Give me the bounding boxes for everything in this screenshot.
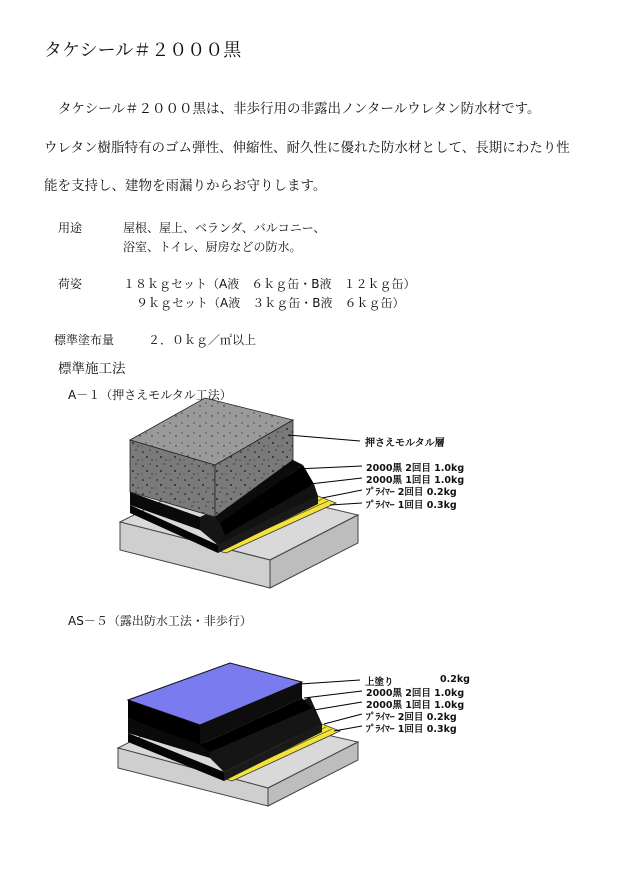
packaging-line-1: １８ｋｇセット（A液 ６ｋｇ缶・B液 １２ｋｇ缶） xyxy=(123,277,416,291)
packaging-line-2: ９ｋｇセット（A液 ３ｋｇ缶・B液 ６ｋｇ缶） xyxy=(136,296,405,310)
intro-line-1: タケシール＃２０００黒は、非歩行用の非露出ノンタールウレタン防水材です。 xyxy=(58,101,541,117)
diagram-as5 xyxy=(118,663,362,806)
usage-line-2: 浴室、トイレ、厨房などの防水。 xyxy=(123,240,302,254)
as5-layer-label-primer-1: ﾌﾟﾗｲﾏｰ 1回目 0.3kg xyxy=(366,724,457,735)
as5-layer-amount-topcoat: 0.2kg xyxy=(440,674,470,685)
as5-layer-label-2000-1: 2000黒 1回目 1.0kg xyxy=(366,700,465,711)
usage-line-1: 屋根、屋上、ベランダ、バルコニー、 xyxy=(123,221,326,235)
diagram-as5-caption: AS－５（露出防水工法・非歩行） xyxy=(68,614,252,628)
a1-layer-label-primer-1: ﾌﾟﾗｲﾏｰ 1回目 0.3kg xyxy=(366,500,457,511)
coverage-label: 標準塗布量 xyxy=(54,333,115,347)
page-title: タケシール＃２０００黒 xyxy=(44,40,242,61)
a1-layer-label-primer-2: ﾌﾟﾗｲﾏｰ 2回目 0.2kg xyxy=(366,487,457,498)
method-heading: 標準施工法 xyxy=(58,361,126,377)
a1-layer-label-mortar: 押さえモルタル層 xyxy=(365,438,445,449)
intro-line-2: ウレタン樹脂特有のゴム弾性、伸縮性、耐久性に優れた防水材として、長期にわたり性 xyxy=(44,140,570,156)
a1-layer-label-2000-2: 2000黒 2回目 1.0kg xyxy=(366,463,465,474)
coverage-value: ２．０ｋｇ／㎡以上 xyxy=(148,333,257,347)
as5-layer-label-2000-2: 2000黒 2回目 1.0kg xyxy=(366,688,465,699)
a1-layer-label-2000-1: 2000黒 1回目 1.0kg xyxy=(366,475,465,486)
usage-label: 用途 xyxy=(58,221,83,235)
diagram-a1 xyxy=(120,398,362,588)
as5-layer-label-primer-2: ﾌﾟﾗｲﾏｰ 2回目 0.2kg xyxy=(366,712,457,723)
intro-line-3: 能を支持し、建物を雨漏りからお守りします。 xyxy=(44,178,327,194)
as5-layer-label-topcoat: 上塗り xyxy=(365,677,394,688)
diagram-a1-caption: A－１（押さえモルタル工法） xyxy=(68,388,232,402)
packaging-label: 荷姿 xyxy=(58,277,83,291)
